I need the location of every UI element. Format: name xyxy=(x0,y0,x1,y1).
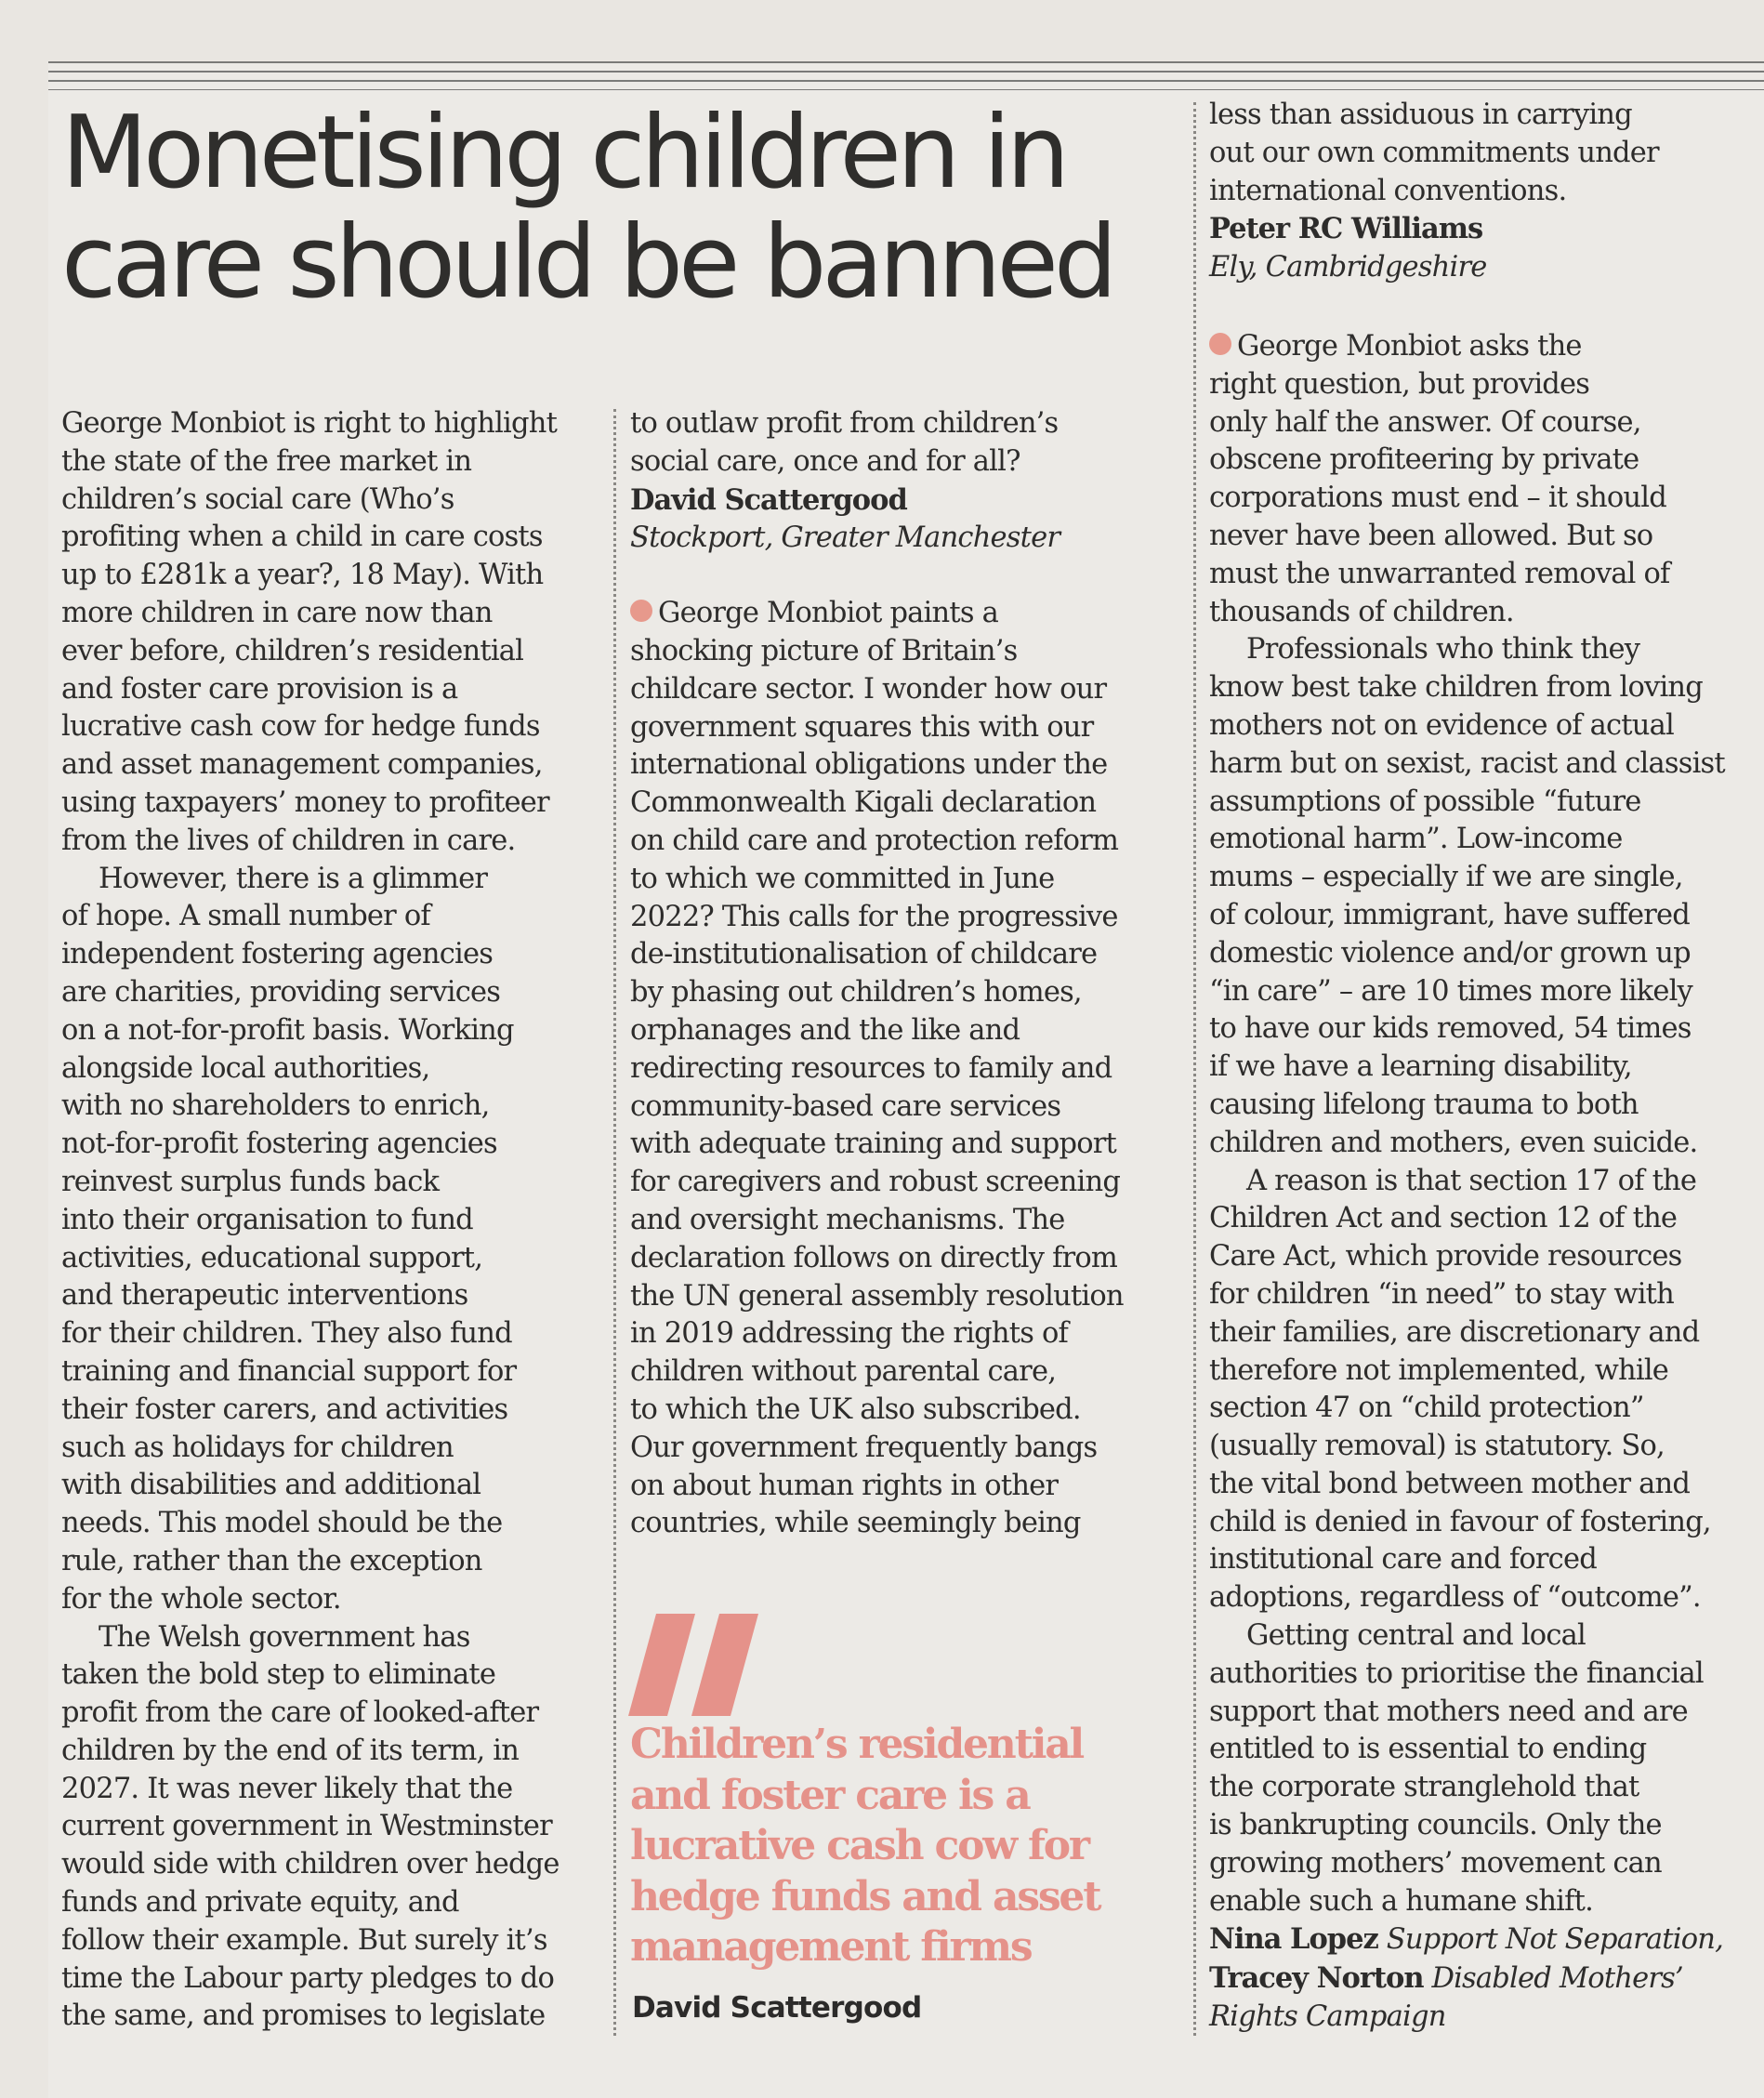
pull-quote-line: management firms xyxy=(630,1923,1032,1971)
text-line: child is denied in favour of fostering, xyxy=(1209,1505,1711,1538)
text-line: Our government frequently bangs xyxy=(630,1431,1098,1464)
quote-mark-icon xyxy=(628,1614,768,1716)
text-line: children by the end of its term, in xyxy=(61,1734,520,1767)
text-line: to which the UK also subscribed. xyxy=(630,1392,1081,1426)
text-line: (usually removal) is statutory. So, xyxy=(1209,1430,1665,1463)
letter3-paragraph-3 xyxy=(1209,1163,1757,1618)
text-line: out our own commitments under xyxy=(1209,136,1659,169)
text-line: with disabilities and additional xyxy=(61,1469,481,1502)
letter3-paragraph-2 xyxy=(1209,631,1757,1162)
text-line: section 47 on “child protection” xyxy=(1209,1392,1644,1425)
text-line: the UN general assembly resolution xyxy=(630,1279,1124,1313)
text-line: on a not-for-profit basis. Working xyxy=(61,1013,514,1047)
letter3-signatures xyxy=(1209,1920,1757,2036)
text-line: authorities to prioritise the financial xyxy=(1209,1656,1704,1690)
text-line: by phasing out children’s homes, xyxy=(630,976,1082,1009)
spacer xyxy=(630,558,1178,595)
column-2 xyxy=(630,405,1178,1543)
text-line: and oversight mechanisms. The xyxy=(630,1203,1065,1236)
letter3-author-2: Tracey Norton xyxy=(1209,1961,1424,1996)
spacer xyxy=(1209,287,1757,328)
letter3-author-2-org: Disabled Mothers’ xyxy=(1431,1962,1683,1996)
text-line: needs. This model should be the xyxy=(61,1507,503,1540)
text-line: growing mothers’ movement can xyxy=(1209,1846,1662,1880)
letter1-paragraph-3 xyxy=(61,1619,619,2037)
text-line: would side with children over hedge xyxy=(61,1848,559,1881)
text-line: independent fostering agencies xyxy=(61,938,494,971)
letter3-author-1: Nina Lopez xyxy=(1209,1922,1378,1957)
letter3-paragraph-4 xyxy=(1209,1617,1757,1920)
text-line: obscene profiteering by private xyxy=(1209,443,1639,477)
text-line: de-institutionalisation of childcare xyxy=(630,938,1098,971)
text-line: international obligations under the xyxy=(630,748,1108,782)
text-line: profit from the care of looked-after xyxy=(61,1696,539,1730)
text-line: from the lives of children in care. xyxy=(61,824,516,857)
text-line: corporations must end – it should xyxy=(1209,482,1666,515)
text-line: redirecting resources to family and xyxy=(630,1051,1112,1085)
text-line: the vital bond between mother and xyxy=(1209,1467,1691,1500)
text-line: right question, but provides xyxy=(1209,367,1590,401)
text-line: taken the bold step to eliminate xyxy=(61,1658,496,1692)
text-line: George Monbiot paints a xyxy=(658,597,998,630)
letter1-paragraph-1 xyxy=(61,405,619,861)
text-line: social care, once and for all? xyxy=(630,444,1020,478)
letter2-author: Peter RC Williams xyxy=(1209,212,1483,246)
text-line: in 2019 addressing the rights of xyxy=(630,1317,1068,1351)
text-line: lucrative cash cow for hedge funds xyxy=(61,710,540,744)
text-line: less than assiduous in carrying xyxy=(1209,99,1632,131)
text-line: A reason is that section 17 of the xyxy=(1246,1164,1697,1197)
text-line: government squares this with our xyxy=(630,710,1094,744)
letter-bullet-icon xyxy=(630,600,652,622)
text-line: therefore not implemented, while xyxy=(1209,1353,1669,1387)
text-line: of hope. A small number of xyxy=(61,900,430,933)
text-line: mums – especially if we are single, xyxy=(1209,861,1683,894)
top-rule-3 xyxy=(48,80,1764,82)
letter2-body xyxy=(630,595,1178,1543)
letter1-paragraph-2 xyxy=(61,861,619,1619)
letter3-author-1-org: Support Not Separation, xyxy=(1386,1923,1723,1957)
text-line: to which we committed in June xyxy=(630,862,1055,895)
text-line: adoptions, regardless of “outcome”. xyxy=(1209,1581,1701,1615)
text-line: of colour, immigrant, have suffered xyxy=(1209,898,1690,931)
text-line: The Welsh government has xyxy=(99,1620,470,1654)
pull-quote-author: David Scattergood xyxy=(632,1991,922,2025)
text-line: and asset management companies, xyxy=(61,748,543,782)
text-line: for children “in need” to stay with xyxy=(1209,1277,1674,1311)
text-line: must the unwarranted removal of xyxy=(1209,557,1670,590)
top-rule-2 xyxy=(48,71,1764,73)
text-line: their families, are discretionary and xyxy=(1209,1315,1700,1349)
text-line: 2022? This calls for the progressive xyxy=(630,900,1118,933)
text-line: causing lifelong trauma to both xyxy=(1209,1088,1639,1121)
text-line: orphanages and the like and xyxy=(630,1013,1020,1047)
text-line: childcare sector. I wonder how our xyxy=(630,672,1107,706)
text-line: with no shareholders to enrich, xyxy=(61,1089,490,1123)
text-line: thousands of children. xyxy=(1209,595,1514,628)
text-line: assumptions of possible “future xyxy=(1209,785,1641,818)
text-line: know best take children from loving xyxy=(1209,671,1703,705)
text-line: mothers not on evidence of actual xyxy=(1209,708,1674,742)
text-line: only half the answer. Of course, xyxy=(1209,405,1641,439)
text-line: the same, and promises to legislate xyxy=(61,1999,546,2033)
text-line: into their organisation to fund xyxy=(61,1203,473,1236)
text-line: funds and private equity, and xyxy=(61,1886,459,1920)
text-line: shocking picture of Britain’s xyxy=(630,634,1018,667)
pull-quote-line: hedge funds and asset xyxy=(630,1872,1100,1920)
column-divider-2 xyxy=(1193,102,1196,2036)
letter-bullet-icon xyxy=(1209,333,1231,355)
text-line: Commonwealth Kigali declaration xyxy=(630,786,1097,820)
text-line: for caregivers and robust screening xyxy=(630,1166,1121,1199)
letter3-author-2-org-continued: Rights Campaign xyxy=(1209,2000,1446,2034)
text-line: harm but on sexist, racist and classist xyxy=(1209,746,1725,780)
text-line: current government in Westminster xyxy=(61,1810,552,1843)
text-line: George Monbiot is right to highlight xyxy=(61,407,558,440)
text-line: children and mothers, even suicide. xyxy=(1209,1126,1698,1159)
letter3-paragraph-1 xyxy=(1209,328,1757,631)
text-line: children’s social care (Who’s xyxy=(61,482,454,516)
text-line: enable such a humane shift. xyxy=(1209,1884,1593,1918)
headline-line: care should be banned xyxy=(61,205,1113,321)
letter1-continuation xyxy=(630,405,1178,558)
text-line: Getting central and local xyxy=(1246,1619,1586,1653)
text-line: emotional harm”. Low-income xyxy=(1209,823,1623,856)
text-line: children without parental care, xyxy=(630,1355,1057,1389)
text-line: international conventions. xyxy=(1209,174,1567,207)
text-line: entitled to is essential to ending xyxy=(1209,1733,1647,1766)
column-3 xyxy=(1209,97,1757,2037)
text-line: is bankrupting councils. Only the xyxy=(1209,1809,1662,1842)
text-line: George Monbiot asks the xyxy=(1237,329,1582,363)
text-line: more children in care now than xyxy=(61,596,493,629)
text-line: countries, while seemingly being xyxy=(630,1507,1081,1540)
letter1-author: David Scattergood xyxy=(630,482,907,517)
text-line: on about human rights in other xyxy=(630,1469,1059,1502)
pull-quote xyxy=(630,1720,1178,1973)
pull-quote-line: and foster care is a xyxy=(630,1771,1030,1819)
pull-quote-line: Children’s residential xyxy=(630,1721,1084,1768)
text-line: their foster carers, and activities xyxy=(61,1392,508,1426)
text-line: 2027. It was never likely that the xyxy=(61,1772,513,1805)
text-line: ever before, children’s residential xyxy=(61,634,524,667)
text-line: training and financial support for xyxy=(61,1354,517,1388)
text-line: follow their example. But surely it’s xyxy=(61,1923,547,1957)
text-line: alongside local authorities, xyxy=(61,1051,430,1085)
text-line: are charities, providing services xyxy=(61,975,501,1009)
text-line: rule, rather than the exception xyxy=(61,1544,482,1577)
text-line: for their children. They also fund xyxy=(61,1317,512,1351)
text-line: if we have a learning disability, xyxy=(1209,1050,1632,1084)
text-line: and therapeutic interventions xyxy=(61,1279,468,1313)
text-line: to outlaw profit from children’s xyxy=(630,407,1059,440)
letter2-location: Ely, Cambridgeshire xyxy=(1209,251,1487,284)
text-line: up to £281k a year?, 18 May). With xyxy=(61,559,544,592)
text-line: for the whole sector. xyxy=(61,1582,341,1616)
text-line: never have been allowed. But so xyxy=(1209,519,1653,552)
text-line: Care Act, which provide resources xyxy=(1209,1240,1682,1273)
text-line: reinvest surplus funds back xyxy=(61,1165,440,1198)
text-line: declaration follows on directly from xyxy=(630,1241,1118,1274)
pull-quote-line: lucrative cash cow for xyxy=(630,1822,1088,1869)
top-rule xyxy=(48,61,1764,63)
text-line: the corporate stranglehold that xyxy=(1209,1771,1639,1804)
text-line: community-based care services xyxy=(630,1089,1061,1123)
text-line: “in care” – are 10 times more likely xyxy=(1209,974,1692,1008)
headline xyxy=(61,95,1158,321)
letter2-continuation xyxy=(1209,97,1757,287)
text-line: to have our kids removed, 54 times xyxy=(1209,1012,1692,1046)
text-line: activities, educational support, xyxy=(61,1241,483,1274)
text-line: domestic violence and/or grown up xyxy=(1209,936,1691,970)
text-line: such as holidays for children xyxy=(61,1431,454,1464)
column-divider-1 xyxy=(613,409,616,2036)
text-line: institutional care and forced xyxy=(1209,1543,1597,1577)
text-line: However, there is a glimmer xyxy=(99,862,488,895)
text-line: on child care and protection reform xyxy=(630,824,1119,857)
text-line: using taxpayers’ money to profiteer xyxy=(61,785,549,819)
text-line: not-for-profit fostering agencies xyxy=(61,1128,497,1161)
text-line: the state of the free market in xyxy=(61,444,472,478)
text-line: Children Act and section 12 of the xyxy=(1209,1202,1678,1235)
headline-line: Monetising children in xyxy=(61,95,1066,211)
column-1 xyxy=(61,405,619,2036)
top-rule-4 xyxy=(48,89,1764,90)
text-line: profiting when a child in care costs xyxy=(61,521,543,554)
text-line: support that mothers need and are xyxy=(1209,1695,1688,1728)
text-line: Professionals who think they xyxy=(1246,633,1640,666)
letter1-location: Stockport, Greater Manchester xyxy=(630,521,1060,555)
text-line: with adequate training and support xyxy=(630,1128,1116,1161)
text-line: time the Labour party pledges to do xyxy=(61,1961,555,1995)
text-line: and foster care provision is a xyxy=(61,672,458,706)
